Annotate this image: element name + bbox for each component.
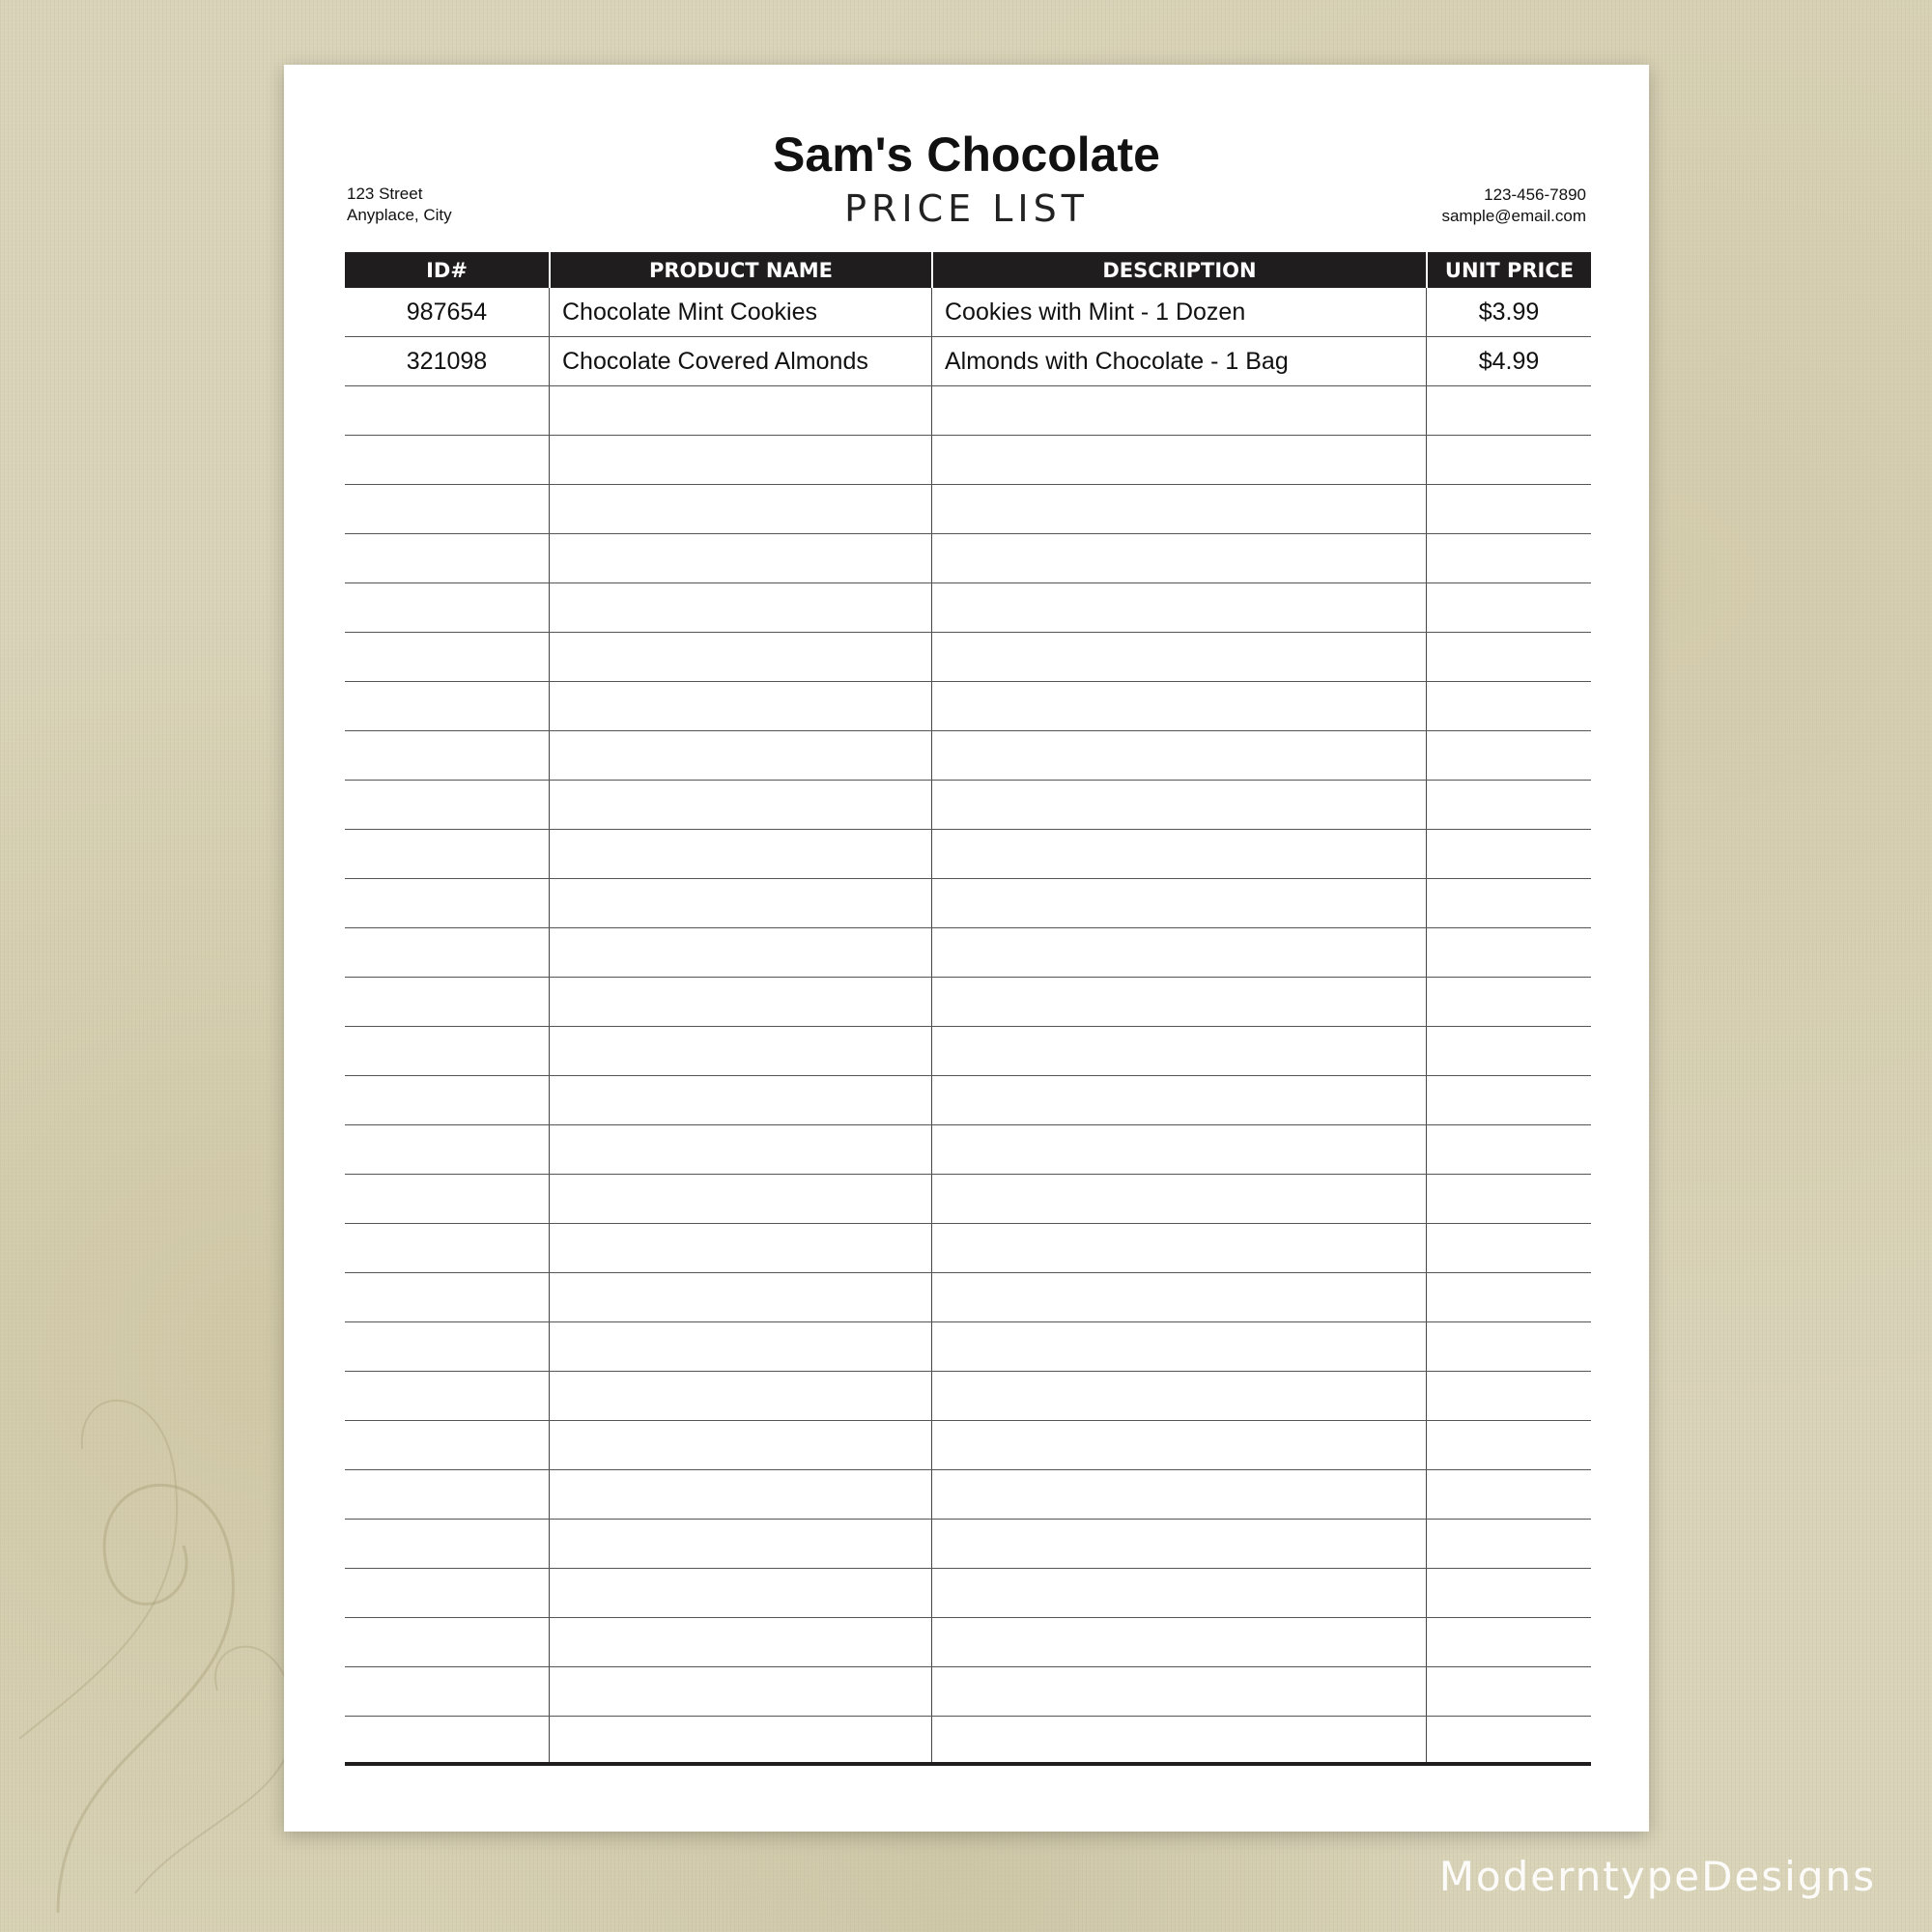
product-name-cell — [549, 1372, 931, 1420]
product-name-cell — [549, 1717, 931, 1762]
table-row — [345, 731, 1591, 781]
id-cell — [345, 1076, 549, 1124]
contact-email: sample@email.com — [1441, 207, 1586, 225]
table-row — [345, 1322, 1591, 1372]
table-row — [345, 386, 1591, 436]
product-name-cell — [549, 1421, 931, 1469]
id-cell — [345, 386, 549, 435]
description-cell — [931, 534, 1426, 582]
header-description: DESCRIPTION — [931, 252, 1426, 288]
unit-price-cell — [1426, 1076, 1591, 1124]
id-cell — [345, 1421, 549, 1469]
unit-price-cell — [1426, 1027, 1591, 1075]
id-cell — [345, 1667, 549, 1716]
table-row — [345, 1717, 1591, 1766]
table-body — [345, 288, 1591, 1766]
company-contact — [1441, 185, 1586, 227]
product-name-cell — [549, 978, 931, 1026]
unit-price-cell — [1426, 485, 1591, 533]
description-cell — [931, 1618, 1426, 1666]
description-cell — [931, 731, 1426, 780]
table-row — [345, 781, 1591, 830]
description-cell — [931, 1470, 1426, 1519]
unit-price-cell — [1426, 978, 1591, 1026]
unit-price-cell — [1426, 1618, 1591, 1666]
id-cell — [345, 534, 549, 582]
id-cell — [345, 978, 549, 1026]
product-name-cell — [549, 1470, 931, 1519]
unit-price-cell — [1426, 731, 1591, 780]
product-name-cell — [549, 633, 931, 681]
id-cell — [345, 583, 549, 632]
table-row — [345, 288, 1591, 337]
id-cell — [345, 1175, 549, 1223]
table-row — [345, 485, 1591, 534]
product-name-cell — [549, 436, 931, 484]
description-cell: Cookies with Mint - 1 Dozen — [931, 288, 1426, 336]
product-name-cell — [549, 928, 931, 977]
product-name-cell — [549, 534, 931, 582]
table-row — [345, 879, 1591, 928]
id-cell — [345, 485, 549, 533]
table-row — [345, 830, 1591, 879]
company-address — [347, 184, 452, 226]
company-title: Sam's Chocolate — [773, 128, 1160, 182]
product-name-cell — [549, 1224, 931, 1272]
product-name-cell — [549, 386, 931, 435]
unit-price-cell: $3.99 — [1426, 288, 1591, 336]
description-cell — [931, 781, 1426, 829]
table-row — [345, 534, 1591, 583]
unit-price-cell — [1426, 879, 1591, 927]
unit-price-cell — [1426, 781, 1591, 829]
id-cell — [345, 1569, 549, 1617]
table-row — [345, 1027, 1591, 1076]
product-name-cell — [549, 1125, 931, 1174]
address-line-1: 123 Street — [347, 185, 423, 203]
id-cell — [345, 1125, 549, 1174]
description-cell — [931, 682, 1426, 730]
product-name-cell — [549, 1273, 931, 1321]
table-row — [345, 682, 1591, 731]
description-cell — [931, 1027, 1426, 1075]
description-cell — [931, 1667, 1426, 1716]
product-name-cell — [549, 1175, 931, 1223]
product-name-cell — [549, 830, 931, 878]
table-row — [345, 1076, 1591, 1125]
table-row — [345, 1421, 1591, 1470]
id-cell — [345, 1618, 549, 1666]
description-cell — [931, 1569, 1426, 1617]
product-name-cell — [549, 1076, 931, 1124]
header-unit-price: UNIT PRICE — [1426, 252, 1591, 288]
id-cell: 321098 — [406, 347, 488, 375]
description-cell — [931, 1175, 1426, 1223]
product-name-cell — [549, 682, 931, 730]
id-cell — [345, 436, 549, 484]
id-cell — [345, 830, 549, 878]
table-row — [345, 1667, 1591, 1717]
table-row — [345, 1470, 1591, 1520]
unit-price-cell — [1426, 928, 1591, 977]
unit-price-cell — [1426, 830, 1591, 878]
table-row — [345, 1618, 1591, 1667]
description-cell — [931, 633, 1426, 681]
description-cell — [931, 1421, 1426, 1469]
description-cell — [931, 485, 1426, 533]
id-cell — [345, 1273, 549, 1321]
product-name-cell — [549, 1520, 931, 1568]
id-cell — [345, 731, 549, 780]
table-row — [345, 436, 1591, 485]
unit-price-cell — [1426, 1717, 1591, 1762]
unit-price-cell — [1426, 1372, 1591, 1420]
unit-price-cell — [1426, 1569, 1591, 1617]
table-row — [345, 633, 1591, 682]
unit-price-cell — [1426, 583, 1591, 632]
id-cell — [345, 682, 549, 730]
id-cell — [345, 928, 549, 977]
id-cell — [345, 1372, 549, 1420]
unit-price-cell: $4.99 — [1426, 337, 1591, 385]
brand-watermark: ModerntypeDesigns — [1438, 1853, 1876, 1900]
unit-price-cell — [1426, 1273, 1591, 1321]
document-subtitle: PRICE LIST — [844, 187, 1089, 230]
id-cell — [345, 781, 549, 829]
id-cell — [345, 1224, 549, 1272]
unit-price-cell — [1426, 633, 1591, 681]
unit-price-cell — [1426, 1322, 1591, 1371]
unit-price-cell — [1426, 1520, 1591, 1568]
id-cell — [345, 633, 549, 681]
unit-price-cell — [1426, 436, 1591, 484]
product-name-cell — [549, 1569, 931, 1617]
unit-price-cell — [1426, 1224, 1591, 1272]
contact-phone: 123-456-7890 — [1484, 185, 1586, 204]
id-cell — [345, 1717, 549, 1762]
table-row — [345, 1372, 1591, 1421]
description-cell — [931, 1717, 1426, 1762]
unit-price-cell — [1426, 386, 1591, 435]
table-header — [345, 252, 1591, 288]
description-cell — [931, 386, 1426, 435]
table-row — [345, 928, 1591, 978]
table-row — [345, 583, 1591, 633]
product-name-cell — [549, 1667, 931, 1716]
description-cell — [931, 928, 1426, 977]
unit-price-cell — [1426, 1125, 1591, 1174]
address-line-2: Anyplace, City — [347, 206, 452, 224]
id-cell: 987654 — [406, 298, 488, 326]
unit-price-cell — [1426, 1667, 1591, 1716]
price-list-sheet — [284, 65, 1649, 1832]
product-name-cell: Chocolate Covered Almonds — [549, 337, 931, 385]
table-row — [345, 1569, 1591, 1618]
product-name-cell — [549, 485, 931, 533]
description-cell — [931, 583, 1426, 632]
unit-price-cell — [1426, 1421, 1591, 1469]
description-cell — [931, 830, 1426, 878]
description-cell — [931, 1273, 1426, 1321]
unit-price-cell — [1426, 534, 1591, 582]
product-name-cell: Chocolate Mint Cookies — [549, 288, 931, 336]
table-row — [345, 1224, 1591, 1273]
price-table — [345, 252, 1591, 1766]
description-cell — [931, 1520, 1426, 1568]
unit-price-cell — [1426, 1470, 1591, 1519]
id-cell — [345, 1027, 549, 1075]
id-cell — [345, 1470, 549, 1519]
product-name-cell — [549, 879, 931, 927]
description-cell — [931, 1322, 1426, 1371]
description-cell — [931, 879, 1426, 927]
product-name-cell — [549, 1618, 931, 1666]
table-row — [345, 978, 1591, 1027]
table-row — [345, 1125, 1591, 1175]
description-cell — [931, 1372, 1426, 1420]
description-cell: Almonds with Chocolate - 1 Bag — [931, 337, 1426, 385]
description-cell — [931, 436, 1426, 484]
description-cell — [931, 978, 1426, 1026]
table-row — [345, 1520, 1591, 1569]
table-row — [345, 337, 1591, 386]
product-name-cell — [549, 781, 931, 829]
product-name-cell — [549, 583, 931, 632]
product-name-cell — [549, 731, 931, 780]
id-cell — [345, 1520, 549, 1568]
header-product-name: PRODUCT NAME — [549, 252, 931, 288]
id-cell — [345, 879, 549, 927]
product-name-cell — [549, 1027, 931, 1075]
unit-price-cell — [1426, 1175, 1591, 1223]
unit-price-cell — [1426, 682, 1591, 730]
description-cell — [931, 1224, 1426, 1272]
description-cell — [931, 1125, 1426, 1174]
id-cell — [345, 1322, 549, 1371]
table-row — [345, 1175, 1591, 1224]
header-id: ID# — [426, 258, 468, 282]
description-cell — [931, 1076, 1426, 1124]
product-name-cell — [549, 1322, 931, 1371]
table-row — [345, 1273, 1591, 1322]
